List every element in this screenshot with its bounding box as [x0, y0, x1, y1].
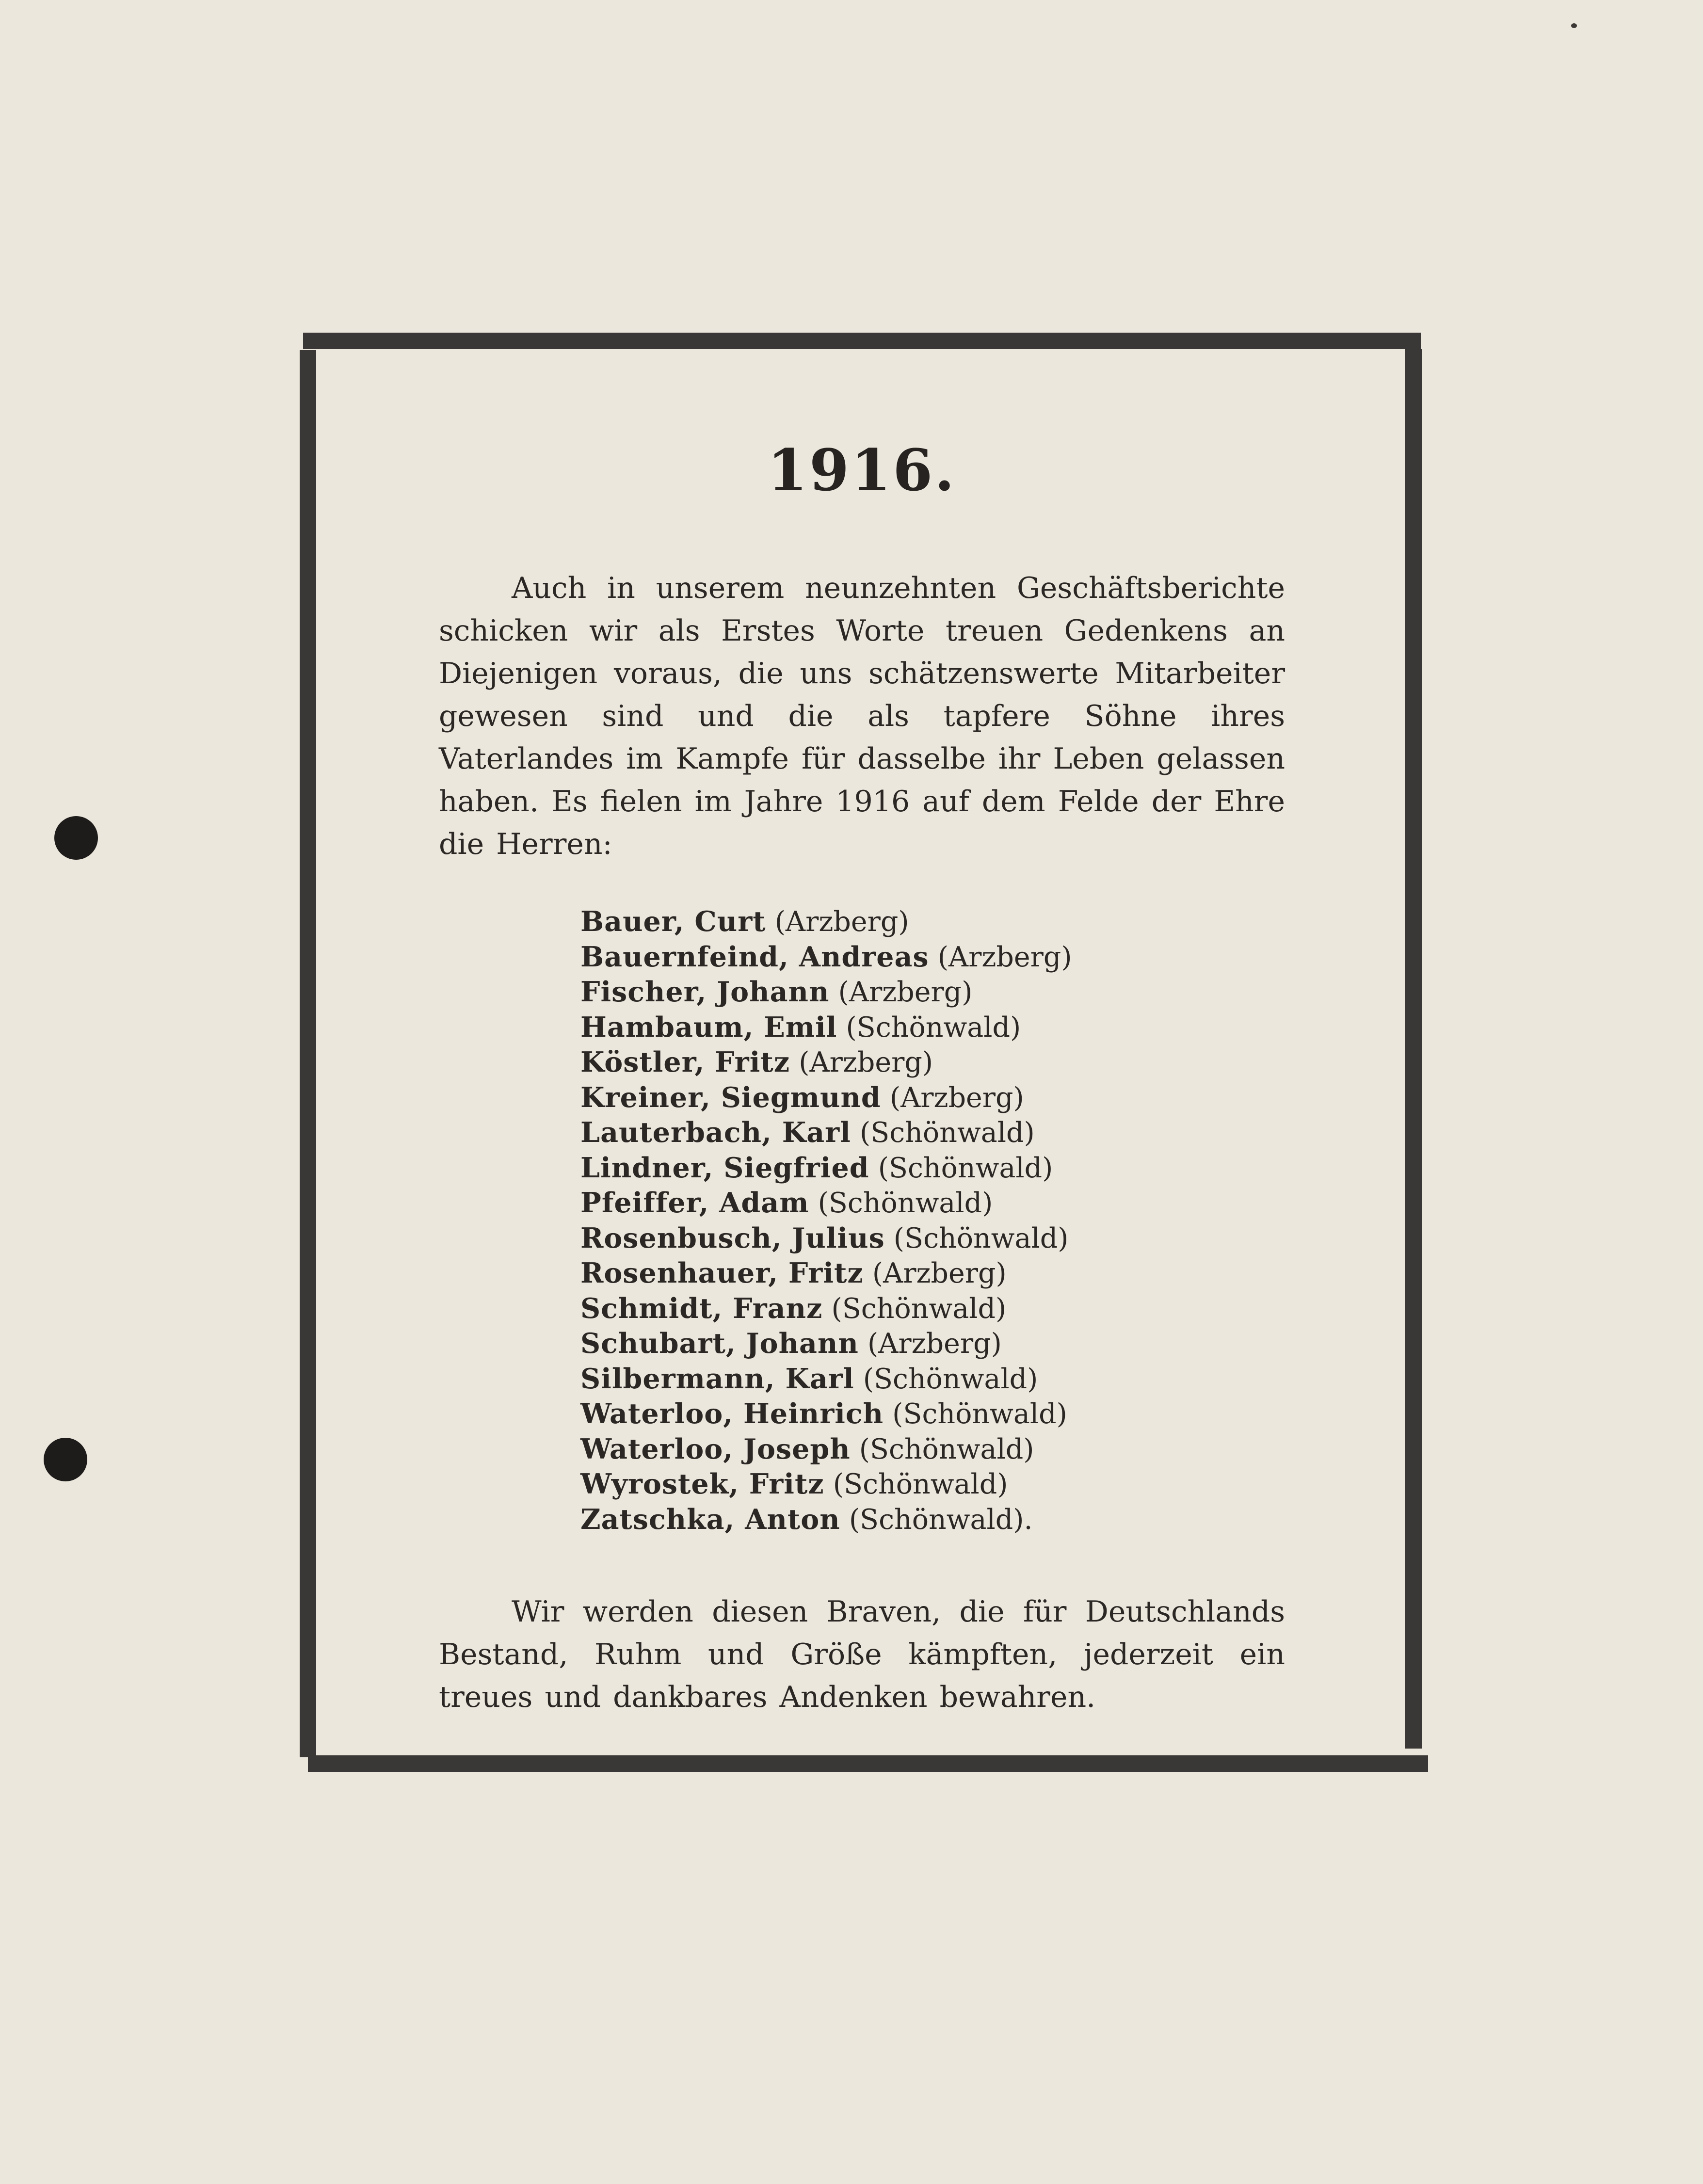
fallen-name: Zatschka, Anton [580, 1503, 840, 1536]
fallen-place: (Arzberg) [867, 1328, 1002, 1360]
memorial-frame-left [300, 350, 316, 1757]
fallen-list-item [580, 1502, 1285, 1538]
fallen-name: Bauer, Curt [580, 905, 766, 938]
fallen-name: Fischer, Johann [580, 976, 830, 1008]
memorial-frame-top [303, 333, 1421, 349]
fallen-name: Wyrostek, Fritz [580, 1468, 824, 1500]
fallen-list [580, 904, 1285, 1537]
fallen-place: (Arzberg) [889, 1081, 1024, 1114]
fallen-place: (Arzberg) [937, 941, 1072, 973]
fallen-place: (Schönwald) [893, 1222, 1069, 1254]
fallen-name: Kreiner, Siegmund [580, 1081, 881, 1114]
fallen-name: Waterloo, Heinrich [580, 1397, 884, 1430]
closing-paragraph: Wir werden diesen Braven, die für Deutschlands Bestand, Ruhm und Größe kämpften, jederzeit ein treues und dankbares Andenken bewahren. [439, 1595, 1285, 1714]
fallen-name: Lindner, Siegfried [580, 1151, 869, 1184]
fallen-list-item [580, 1467, 1285, 1502]
fallen-list-item [580, 1080, 1285, 1116]
fallen-name: Schubart, Johann [580, 1327, 859, 1360]
fallen-list-item [580, 1221, 1285, 1256]
fallen-list-item [580, 940, 1285, 975]
fallen-place: (Schönwald) [859, 1433, 1034, 1465]
fallen-name: Rosenhauer, Fritz [580, 1257, 864, 1289]
memorial-frame-bottom [308, 1755, 1428, 1772]
fallen-place: (Schönwald) [863, 1363, 1038, 1395]
fallen-place: (Arzberg) [872, 1257, 1007, 1289]
fallen-place: (Schönwald) [818, 1187, 993, 1219]
fallen-list-item [580, 1362, 1285, 1397]
fallen-name: Schmidt, Franz [580, 1292, 823, 1325]
fallen-list-item [580, 1326, 1285, 1362]
fallen-list-item [580, 1291, 1285, 1327]
fallen-place: (Schönwald) [878, 1152, 1053, 1184]
fallen-name: Rosenbusch, Julius [580, 1221, 885, 1254]
fallen-place: (Schönwald) [892, 1398, 1067, 1430]
fallen-place: (Schönwald). [849, 1503, 1033, 1536]
fallen-name: Pfeiffer, Adam [580, 1187, 809, 1219]
fallen-list-item [580, 1115, 1285, 1151]
fallen-place: (Schönwald) [833, 1468, 1008, 1500]
fallen-list-item [580, 975, 1285, 1010]
fallen-name: Bauernfeind, Andreas [580, 940, 929, 973]
fallen-name: Waterloo, Joseph [580, 1432, 851, 1465]
memorial-frame-right [1405, 349, 1422, 1749]
page-title: 1916. [767, 436, 957, 504]
fallen-place: (Schönwald) [831, 1292, 1007, 1325]
fallen-list-item [580, 1186, 1285, 1221]
fallen-place: (Schönwald) [846, 1011, 1021, 1044]
fallen-place: (Arzberg) [838, 976, 973, 1008]
intro-paragraph: Auch in unserem neunzehnten Geschäftsberichte schicken wir als Erstes Worte treuen Gedenkens an Diejenigen voraus, die uns schätzenswerte Mitarbeiter gewesen sind und die als tapfere Söhne ihres Vaterlandes im Kampfe für dasselbe ihr Leben gelassen haben. Es fielen im Jahre 1916 auf dem Felde der Ehre die Herren: [439, 571, 1285, 861]
fallen-place: (Arzberg) [799, 1046, 933, 1078]
fallen-name: Hambaum, Emil [580, 1011, 837, 1044]
punch-hole-top [54, 816, 98, 860]
fallen-list-item [580, 1151, 1285, 1186]
fallen-name: Köstler, Fritz [580, 1046, 790, 1078]
fallen-list-item [580, 1010, 1285, 1045]
fallen-name: Silbermann, Karl [580, 1362, 854, 1395]
fallen-name: Lauterbach, Karl [580, 1116, 851, 1149]
fallen-list-item [580, 1432, 1285, 1467]
fallen-list-item [580, 1045, 1285, 1080]
fallen-list-item [580, 904, 1285, 940]
memorial-content [439, 436, 1285, 1718]
fallen-place: (Arzberg) [774, 906, 909, 938]
fallen-list-item [580, 1397, 1285, 1432]
paper-speck [1571, 23, 1577, 28]
fallen-list-item [580, 1256, 1285, 1291]
fallen-place: (Schönwald) [860, 1117, 1035, 1149]
punch-hole-bottom [44, 1438, 87, 1481]
